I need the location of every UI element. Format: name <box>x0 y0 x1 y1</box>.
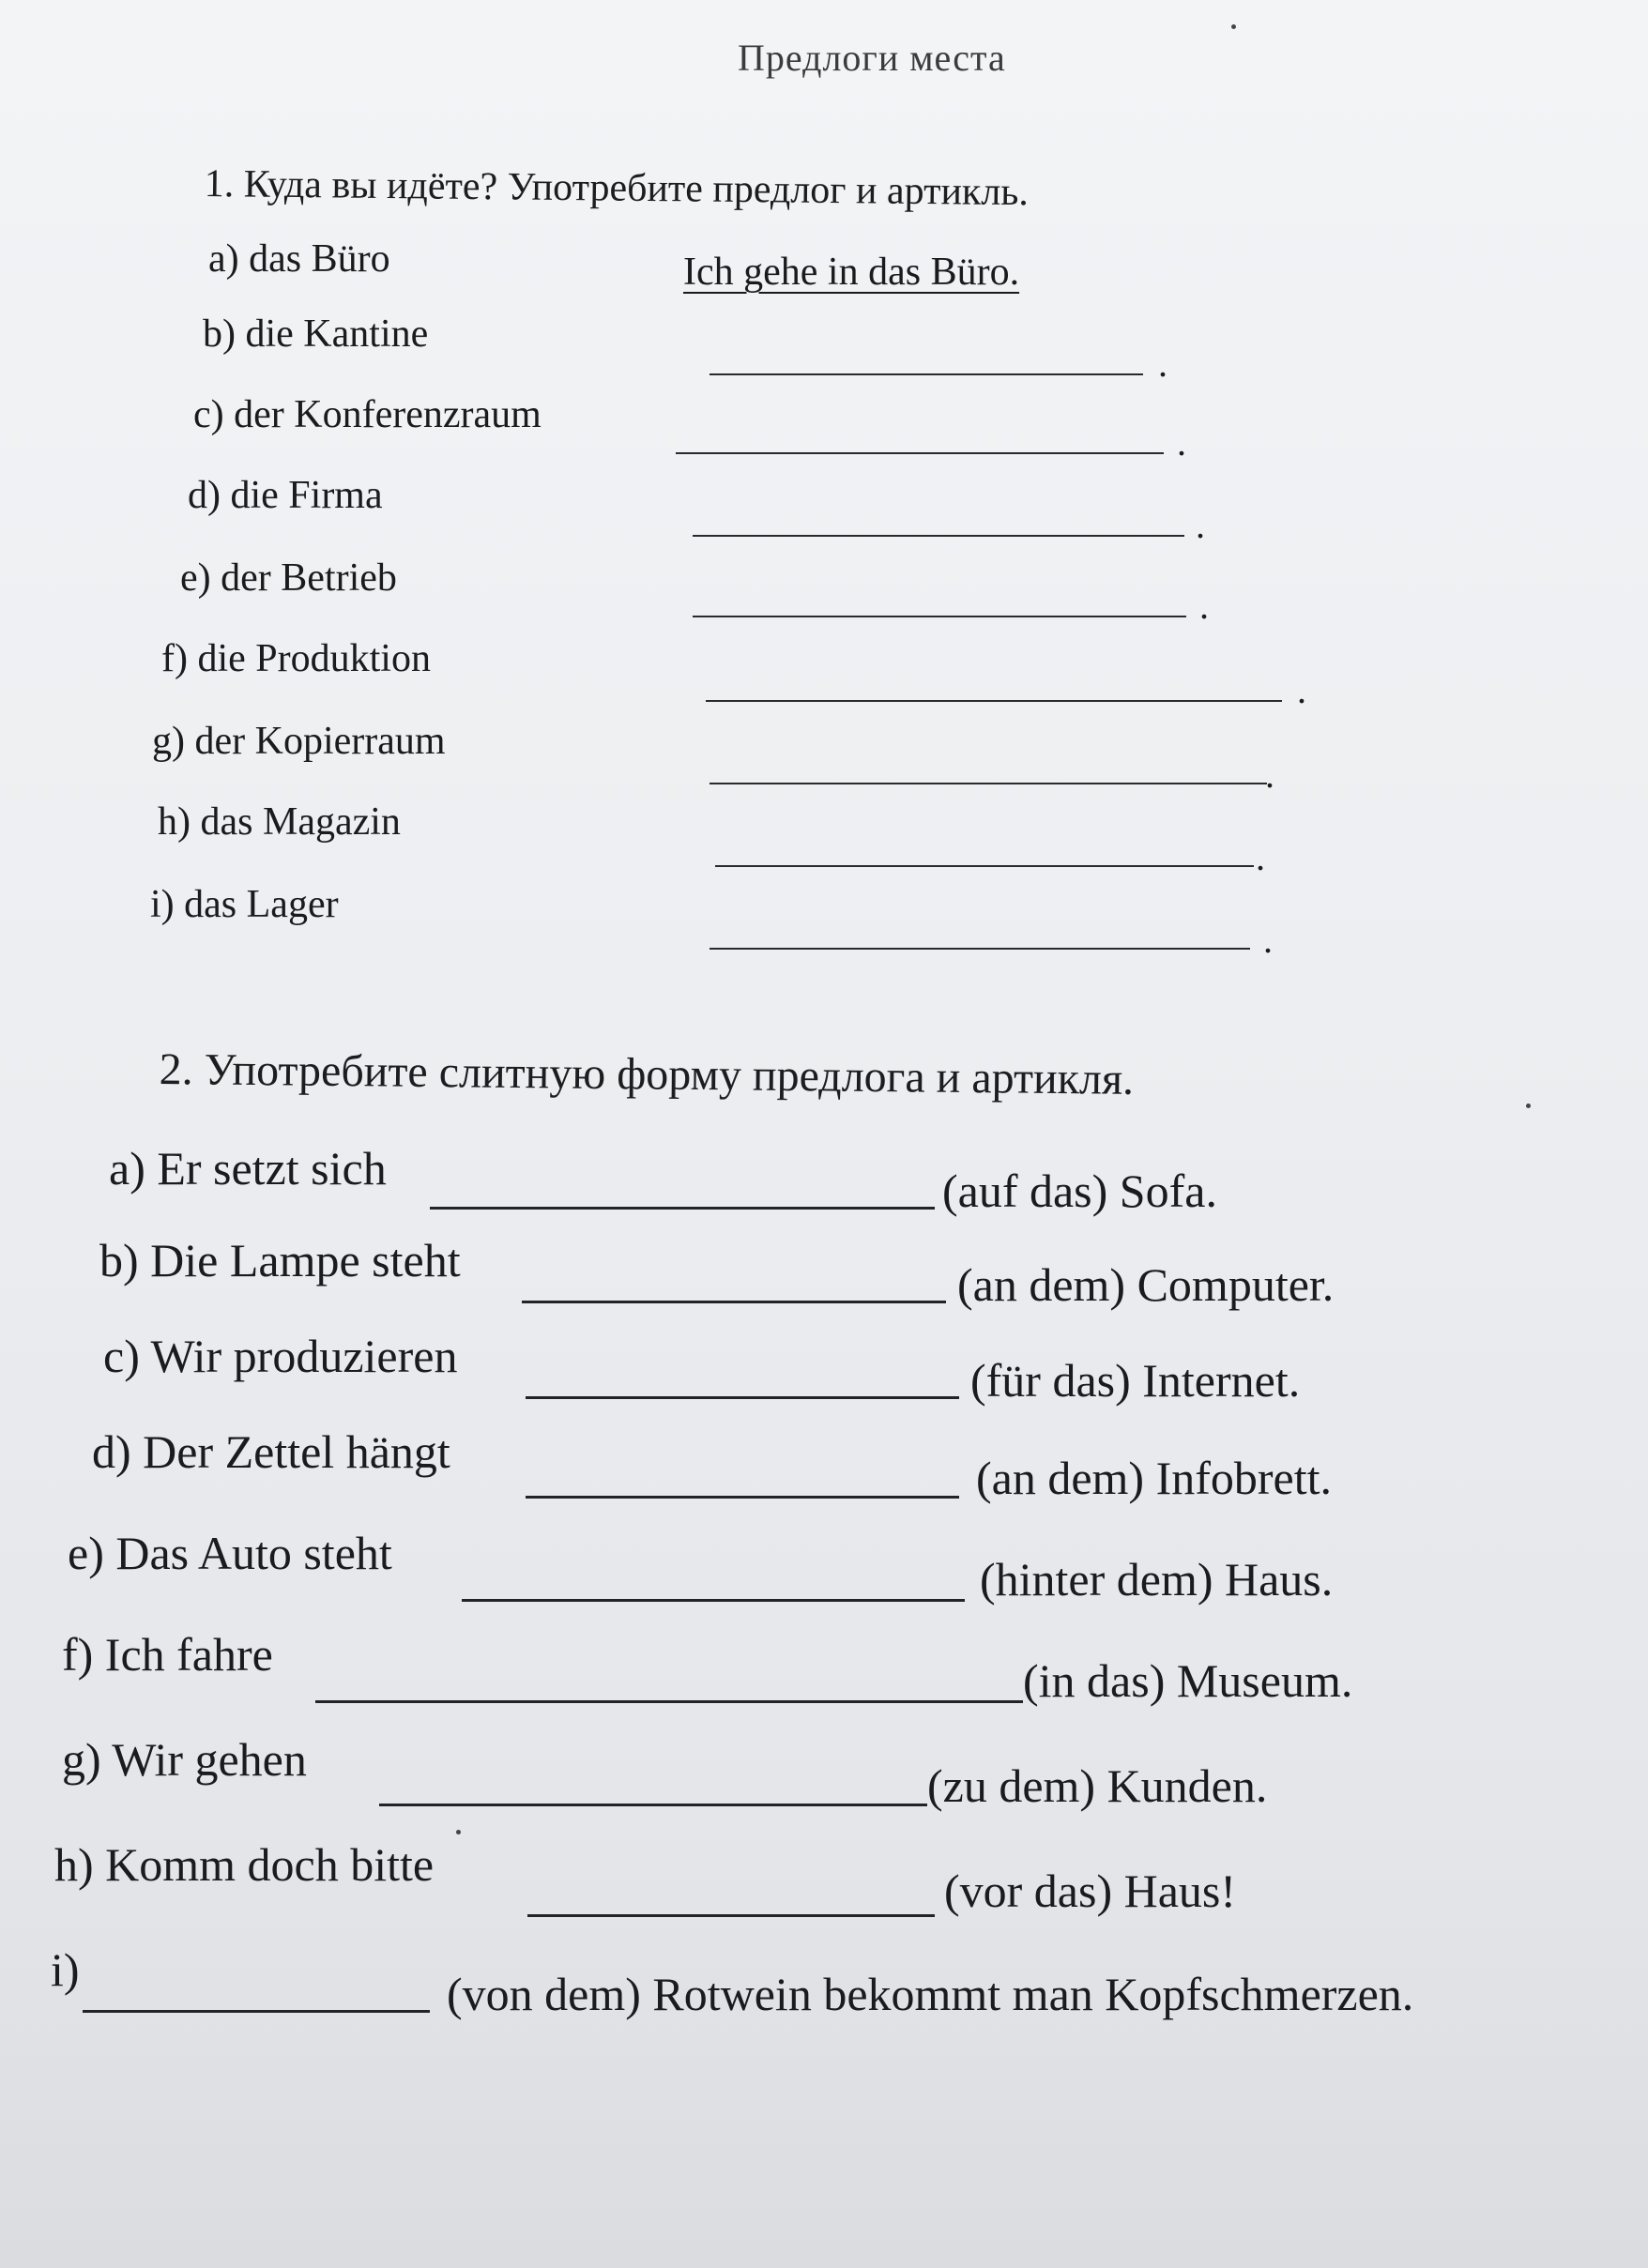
answer-blank[interactable] <box>462 1599 965 1602</box>
exercise-2-hint-b: (an dem) Computer. <box>957 1258 1335 1311</box>
paper-speck <box>1526 1104 1531 1108</box>
exercise-1-item-b: b) die Kantine <box>203 312 429 356</box>
answer-blank[interactable] <box>710 373 1143 375</box>
exercise-2-item-h: h) Komm doch bitte <box>54 1838 435 1891</box>
answer-blank[interactable] <box>522 1301 946 1303</box>
exercise-2-item-a: a) Er setzt sich <box>109 1142 387 1195</box>
paper-speck <box>456 1830 461 1834</box>
answer-blank[interactable] <box>710 783 1267 784</box>
exercise-2-hint-g: (zu dem) Kunden. <box>927 1759 1268 1812</box>
end-period: . <box>1158 342 1167 385</box>
end-period: . <box>1297 669 1306 711</box>
exercise-1-example-answer: Ich gehe in das Büro. <box>683 251 1020 294</box>
answer-blank[interactable] <box>715 865 1254 867</box>
end-period: . <box>1196 504 1205 546</box>
answer-blank[interactable] <box>676 452 1164 454</box>
exercise-2-item-i: i) <box>51 1943 80 1996</box>
answer-blank[interactable] <box>527 1914 935 1917</box>
exercise-2-item-c: c) Wir produzieren <box>103 1330 458 1382</box>
exercise-2-heading: 2. Употребите слитную форму предлога и артикля. <box>159 1044 1135 1104</box>
end-period: . <box>1265 753 1274 796</box>
exercise-2-hint-h: (vor das) Haus! <box>944 1865 1237 1917</box>
exercise-1-item-e: e) der Betrieb <box>180 556 397 600</box>
exercise-1-item-a: a) das Büro <box>208 237 390 281</box>
exercise-1-item-d: d) die Firma <box>188 474 383 517</box>
exercise-2-item-g: g) Wir gehen <box>62 1733 307 1786</box>
answer-blank[interactable] <box>693 535 1184 537</box>
exercise-2-item-d: d) Der Zettel hängt <box>92 1425 450 1478</box>
exercise-2-item-b: b) Die Lampe steht <box>99 1234 461 1286</box>
exercise-2-hint-e: (hinter dem) Haus. <box>980 1553 1334 1606</box>
exercise-1-item-g: g) der Kopierraum <box>152 720 446 763</box>
answer-blank[interactable] <box>710 948 1250 950</box>
exercise-1-item-h: h) das Magazin <box>158 800 401 844</box>
exercise-1-item-i: i) das Lager <box>150 883 339 926</box>
answer-blank[interactable] <box>526 1496 959 1499</box>
answer-blank[interactable] <box>430 1207 935 1210</box>
exercise-2-hint-c: (für das) Internet. <box>970 1354 1301 1407</box>
answer-blank[interactable] <box>83 2010 430 2013</box>
exercise-2-hint-f: (in das) Museum. <box>1023 1654 1353 1707</box>
answer-blank[interactable] <box>315 1700 1023 1703</box>
exercise-1-item-f: f) die Produktion <box>161 637 431 680</box>
exercise-2-hint-a: (auf das) Sofa. <box>942 1164 1217 1217</box>
exercise-2-hint-d: (an dem) Infobrett. <box>976 1452 1333 1504</box>
exercise-2-hint-i: (von dem) Rotwein bekommt man Kopfschmerzen. <box>447 1968 1414 2020</box>
answer-blank[interactable] <box>526 1396 959 1399</box>
end-period: . <box>1256 836 1265 878</box>
answer-blank[interactable] <box>706 700 1282 702</box>
answer-blank[interactable] <box>693 616 1186 617</box>
exercise-2-item-e: e) Das Auto steht <box>68 1527 392 1579</box>
exercise-1-heading: 1. Куда вы идёте? Употребите предлог и артикль. <box>204 161 1030 215</box>
exercise-1-item-c: c) der Konferenzraum <box>193 393 542 436</box>
answer-blank[interactable] <box>379 1804 927 1806</box>
end-period: . <box>1199 585 1209 627</box>
paper-speck <box>1231 24 1236 29</box>
page-title: Предлоги места <box>738 37 1006 79</box>
end-period: . <box>1177 421 1186 464</box>
exercise-2-item-f: f) Ich fahre <box>62 1628 273 1681</box>
end-period: . <box>1263 919 1273 961</box>
